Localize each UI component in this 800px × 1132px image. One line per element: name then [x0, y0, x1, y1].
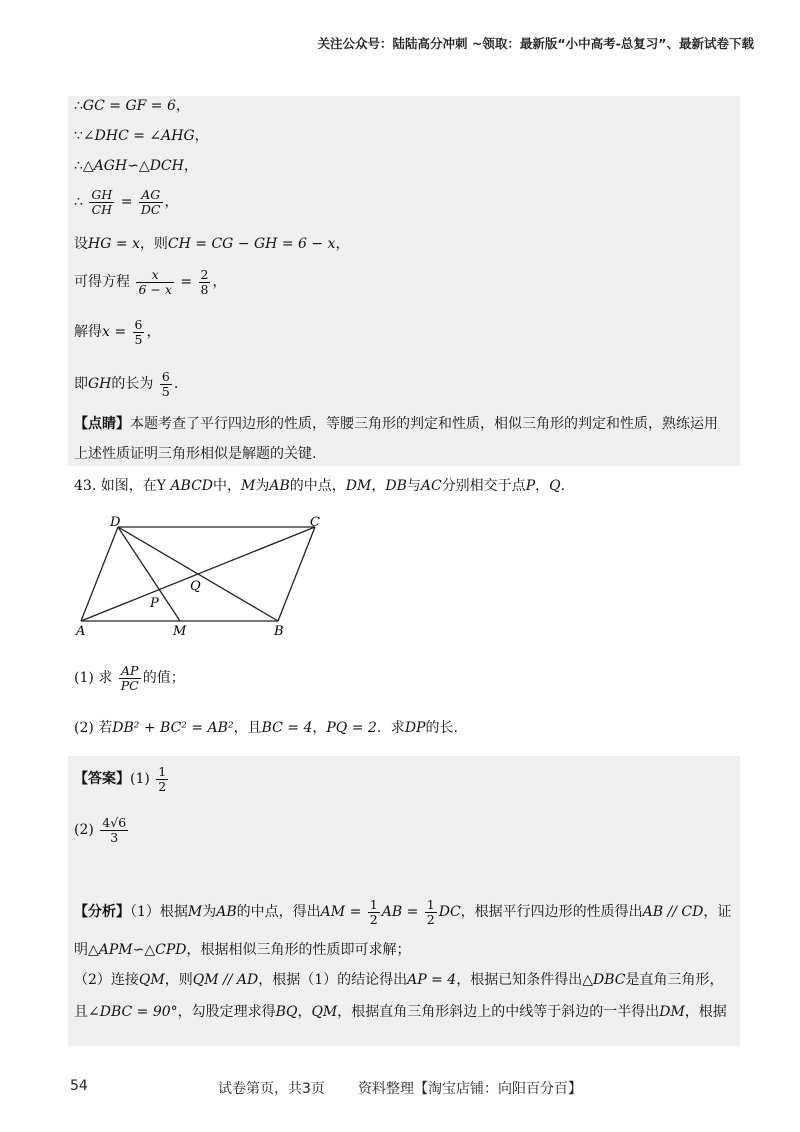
- edge-cb: [278, 527, 315, 621]
- footer-page-info: 试卷第页，共3页: [218, 1081, 325, 1097]
- solution-line-6: 可得方程 $\frac{x}{6 - x}$ = $\frac{2}{8}$ ，: [74, 266, 227, 297]
- analysis-line-2: 明△APM∽△CPD，根据相似三角形的性质即可求解；: [74, 942, 411, 958]
- question-stem: 43. 如图，在Y ABCD中，M为AB的中点，DM，DB与AC分别相交于点P，Q.: [74, 478, 566, 494]
- fraction: $\frac{1}{2}$: [426, 896, 435, 927]
- fraction: $\frac{4√6}{3}$: [102, 814, 127, 845]
- parallelogram-symbol: Y: [156, 478, 166, 494]
- solution-line-1: ∴GC = GF = 6，: [74, 98, 190, 114]
- solution-line-3: ∴△AGH∽△DCH，: [74, 158, 198, 174]
- solution-line-7: 解得x = $\frac{6}{5}$ ，: [74, 316, 161, 347]
- edge-ad: [81, 527, 118, 621]
- question-part-1: (1) 求 $\frac{AP}{PC}$ 的值；: [74, 662, 185, 693]
- page-number: 54: [70, 1078, 88, 1094]
- fraction: $\frac{2}{8}$: [200, 266, 209, 297]
- analysis-line-3: （2）连接QM，则QM // AD，根据（1）的结论得出AP = 4，根据已知条件得出△DBC是直角三角形，: [74, 972, 724, 988]
- parallelogram-figure: [68, 510, 338, 642]
- answer-line-2: (2) $\frac{4√6}{3}$: [74, 814, 127, 845]
- fraction: $\frac{AG}{DC}$: [140, 186, 161, 217]
- solution-line-4: ∴ $\frac{GH}{CH}$ = $\frac{AG}{DC}$ ，: [74, 186, 179, 217]
- footer-source: 资料整理【淘宝店铺：向阳百分百】: [358, 1081, 582, 1097]
- page-header: 关注公众号：陆陆高分冲刺 ~领取：最新版“小中高考-总复习”、最新试卷下载: [317, 36, 754, 51]
- comment-line-1: 【点睛】本题考查了平行四边形的性质，等腰三角形的判定和性质，相似三角形的判定和性质，熟练运用: [74, 416, 718, 432]
- fraction: $\frac{AP}{PC}$: [120, 662, 139, 693]
- label-a: A: [76, 624, 86, 639]
- label-d: D: [110, 515, 121, 530]
- solution-line-5: 设HG = x，则CH = CG − GH = 6 − x，: [74, 236, 350, 252]
- answer-line-1: 【答案】(1) $\frac{1}{2}$: [74, 763, 167, 794]
- fraction: $\frac{6}{5}$: [134, 316, 143, 347]
- analysis-line-1: 【分析】（1）根据M为AB的中点，得出AM = $\frac{1}{2}$ AB = $\frac{1}{2}$ DC，根据平行四边形的性质得出AB // CD，证: [74, 896, 732, 927]
- comment-line-2: 上述性质证明三角形相似是解题的关键.: [74, 446, 317, 462]
- question-part-2: (2) 若DB² + BC² = AB²，且BC = 4，PQ = 2．求DP的长.: [74, 720, 458, 736]
- solution-line-8: 即GH的长为 $\frac{6}{5}$ .: [74, 368, 179, 399]
- analysis-line-4: 且∠DBC = 90°，勾股定理求得BQ，QM，根据直角三角形斜边上的中线等于斜边的一半得出DM，根据: [74, 1004, 727, 1020]
- label-c: C: [310, 515, 320, 530]
- fraction: $\frac{6}{5}$: [161, 368, 170, 399]
- label-q: Q: [190, 579, 201, 594]
- label-p: P: [150, 596, 159, 611]
- segment-dm: [118, 527, 180, 621]
- fraction: $\frac{1}{2}$: [158, 763, 167, 794]
- fraction: $\frac{x}{6 - x}$: [138, 266, 172, 297]
- label-b: B: [274, 624, 284, 639]
- solution-line-2: ∵∠DHC = ∠AHG，: [74, 128, 209, 144]
- diagonal-db: [118, 527, 278, 621]
- fraction: $\frac{1}{2}$: [369, 896, 378, 927]
- fraction: $\frac{GH}{CH}$: [91, 186, 113, 217]
- label-m: M: [173, 624, 187, 639]
